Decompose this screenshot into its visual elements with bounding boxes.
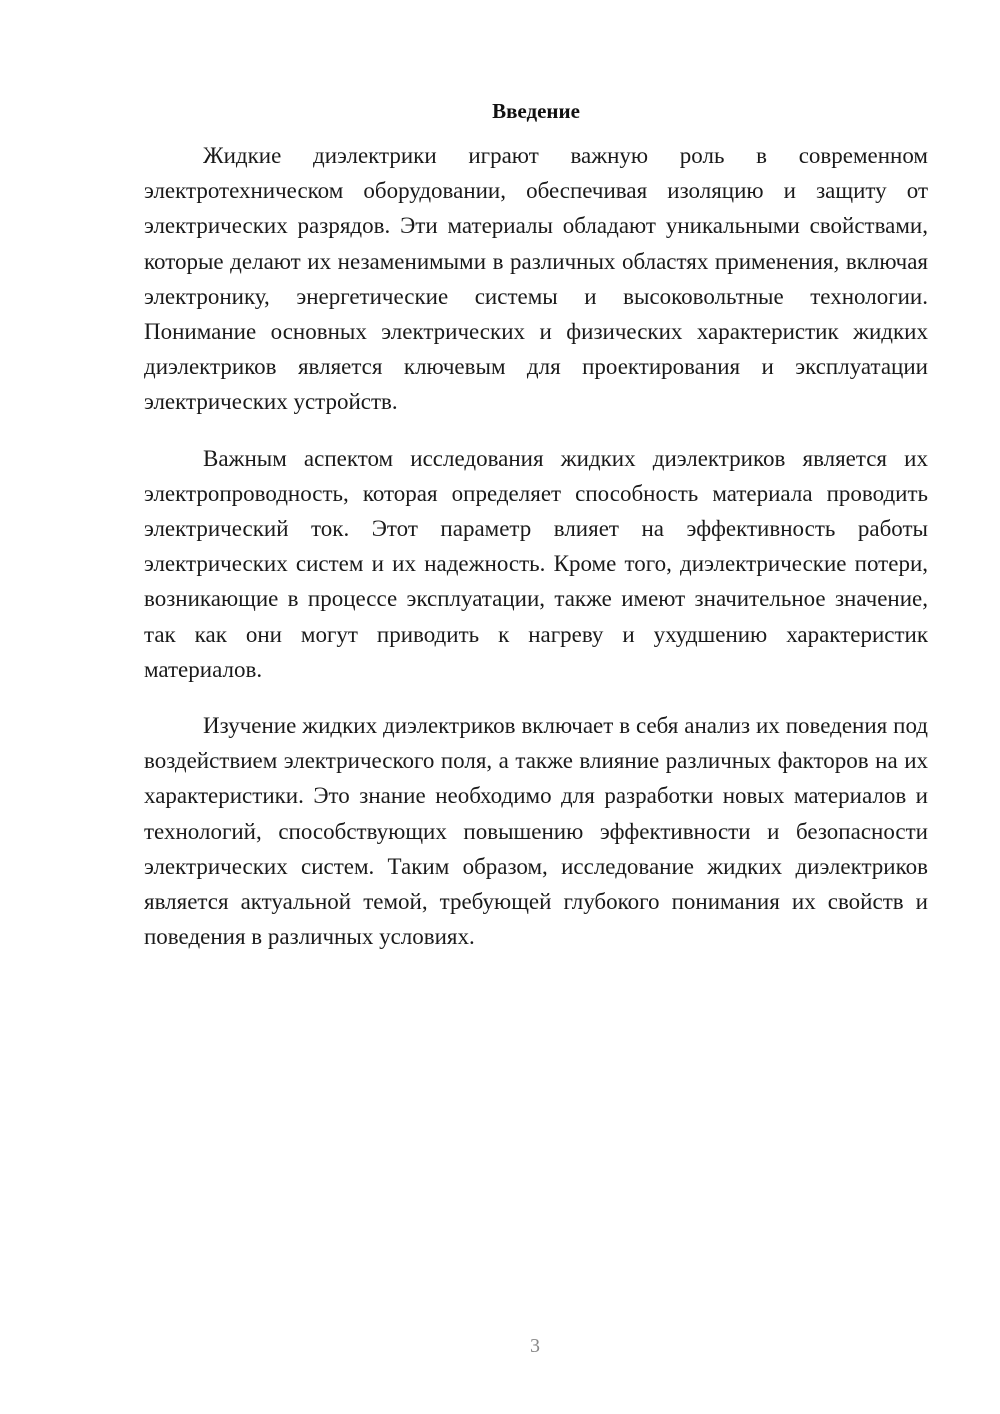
paragraph-2: Важным аспектом исследования жидких диэлектриков является их электропроводность, которая определяет способность материала проводить электрический ток. Этот параметр влияет на эффективность работы электрических систем и их надежность. Кроме того, диэлектрические потери, возникающие в процессе эксплуатации, также имеют значительное значение, так как они могут приводить к нагреву и ухудшению характеристик материалов. xyxy=(144,445,928,682)
paragraph-1: Жидкие диэлектрики играют важную роль в современном электротехническом оборудовании, обеспечивая изоляцию и защиту от электрических разрядов. Эти материалы обладают уникальными свойствами, которые делают их незаменимыми в различных областях применения, включая электронику, энергетические системы и высоковольтные технологии. Понимание основных электрических и физических характеристик жидких диэлектриков является ключевым для проектирования и эксплуатации электрических устройств. xyxy=(144,143,928,415)
page-number: 3 xyxy=(530,1335,540,1357)
paragraph-3: Изучение жидких диэлектриков включает в себя анализ их поведения под воздействием электрического поля, а также влияние различных факторов на их характеристики. Это знание необходимо для разработки новых материалов и технологий, способствующих повышению эффективности и безопасности электрических систем. Таким образом, исследование жидких диэлектриков является актуальной темой, требующей глубокого понимания их свойств и поведения в различных условиях. xyxy=(144,713,928,950)
section-heading: Введение xyxy=(492,99,580,123)
page-content xyxy=(144,96,928,954)
